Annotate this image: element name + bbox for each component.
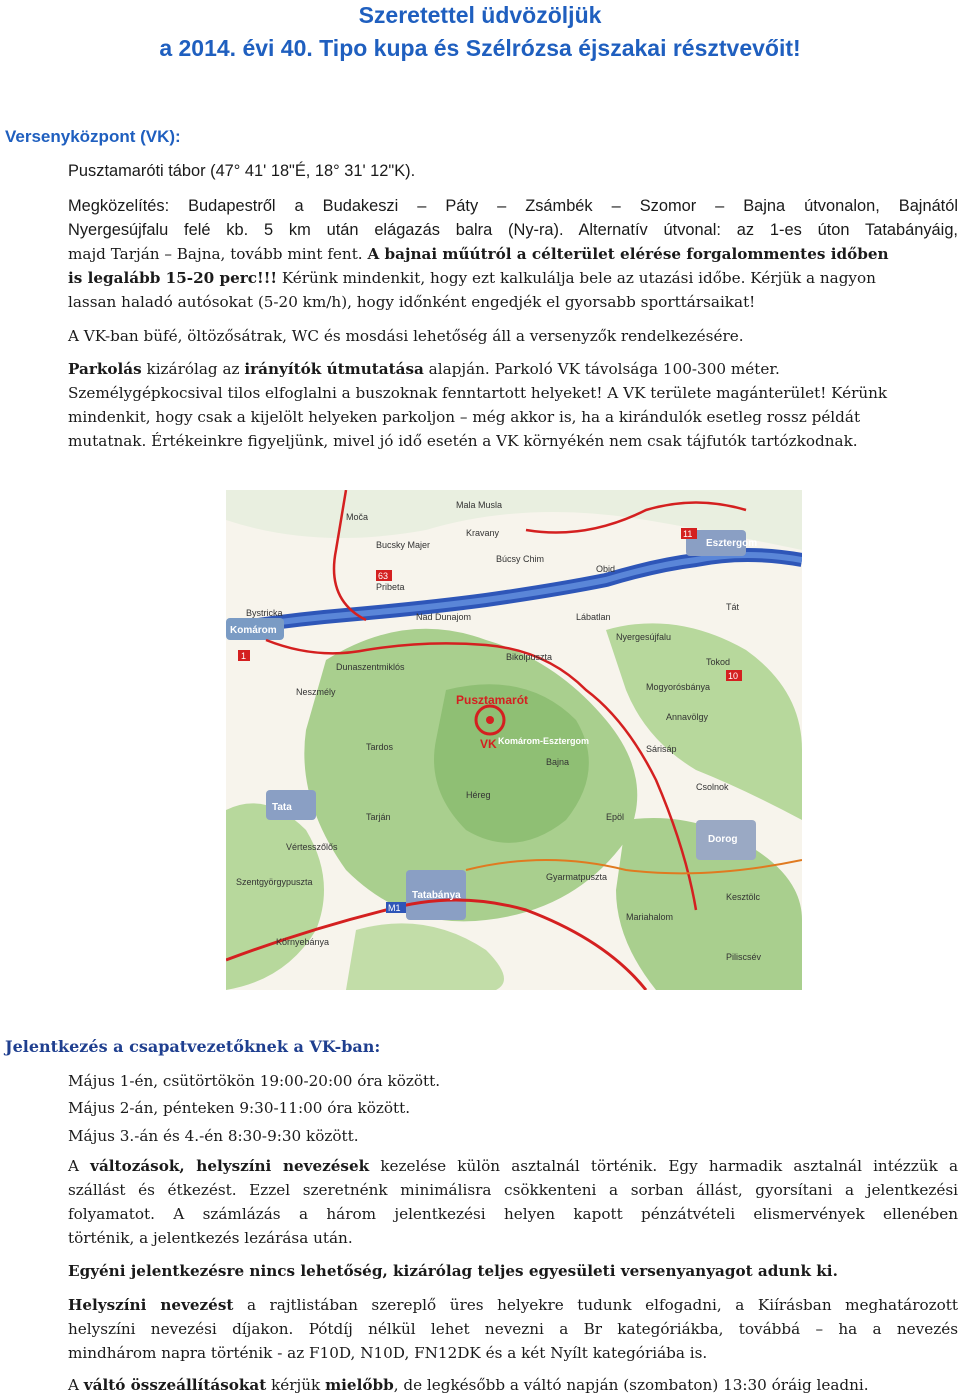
- registration-p3-line3: mindhárom napra történik - az F10D, N10D, FN12DK és a két Nyílt kategóriába is.: [68, 1344, 708, 1362]
- svg-text:M1: M1: [388, 903, 401, 913]
- svg-text:Tarján: Tarján: [366, 812, 391, 822]
- registration-p3-line1: [68, 1293, 958, 1317]
- svg-text:Tát: Tát: [726, 602, 740, 612]
- p4-bold2: mielőbb: [325, 1376, 394, 1394]
- registration-time-2: Május 2-án, pénteken 9:30-11:00 óra között.: [68, 1099, 411, 1117]
- svg-text:Kesztölc: Kesztölc: [726, 892, 761, 902]
- registration-time-3: Május 3.-án és 4.-én 8:30-9:30 között.: [68, 1127, 359, 1145]
- vk-approach-line3: [68, 242, 958, 266]
- svg-text:Dorog: Dorog: [708, 834, 738, 845]
- vk-traffic-note-rest2: Kérjük a nagyon: [745, 269, 876, 287]
- svg-text:Komárom-Esztergom: Komárom-Esztergom: [498, 736, 590, 746]
- svg-text:Bajna: Bajna: [546, 757, 570, 767]
- svg-text:Komárom: Komárom: [230, 625, 277, 636]
- svg-text:Lábatlan: Lábatlan: [576, 612, 611, 622]
- svg-text:10: 10: [728, 671, 739, 681]
- registration-time-1: Május 1-én, csütörtökön 19:00-20:00 óra között.: [68, 1072, 441, 1090]
- svg-text:Mala Musla: Mala Musla: [456, 500, 503, 510]
- vk-facilities: A VK-ban büfé, öltözősátrak, WC és mosdási lehetőség áll a versenyzők rendelkezésére.: [68, 327, 744, 345]
- svg-text:Annavölgy: Annavölgy: [666, 712, 709, 722]
- registration-p1-line3: folyamatot. A számlázás a három jelentkezési helyen kapott pénzátvételi elismervények ellenében: [68, 1205, 958, 1223]
- svg-text:Tokod: Tokod: [706, 657, 731, 667]
- parking-text1: kizárólag az: [141, 360, 245, 378]
- svg-text:Obid: Obid: [596, 564, 616, 574]
- svg-text:Héreg: Héreg: [466, 790, 491, 800]
- svg-text:Tardos: Tardos: [366, 742, 394, 752]
- svg-text:Búcsy Chim: Búcsy Chim: [496, 554, 545, 564]
- vk-approach-line3-text: majd Tarján – Bajna, tovább mint fent.: [68, 245, 363, 263]
- p2-bold: Egyéni jelentkezésre nincs lehetőség, kizárólag teljes egyesületi versenyanyagot adunk ki.: [68, 1262, 838, 1280]
- vk-heading: Versenyközpont (VK):: [5, 127, 181, 146]
- parking-bold2: irányítók útmutatása: [244, 360, 424, 378]
- registration-p1-line4: történik, a jelentkezés lezárása után.: [68, 1229, 353, 1247]
- svg-text:VK: VK: [480, 737, 497, 751]
- vk-traffic-note-rest: Kérünk mindenkit, hogy ezt kalkulálja bele az utazási időbe.: [277, 269, 746, 287]
- svg-text:Dunaszentmiklós: Dunaszentmiklós: [336, 662, 405, 672]
- registration-p1-line1: [68, 1154, 958, 1178]
- svg-text:1: 1: [241, 651, 247, 661]
- svg-text:Nyergesújfalu: Nyergesújfalu: [616, 632, 672, 642]
- vk-approach-line2: Nyergesújfalu felé kb. 5 km után elágazás balra (Ny-ra). Alternatív útvonal: az 1-es úton Tatabányáig,: [68, 221, 958, 239]
- registration-p2: [68, 1259, 958, 1283]
- parking-line3: mindenkit, hogy csak a kijelölt helyeken parkoljon – még akkor is, ha a kirándulók esetleg rossz példát: [68, 408, 861, 426]
- svg-text:Nad Dunajom: Nad Dunajom: [416, 612, 472, 622]
- parking-text2: alapján. Parkoló VK távolsága 100-300 méter.: [423, 360, 780, 378]
- svg-text:Esztergom: Esztergom: [706, 538, 758, 549]
- parking-line1: [68, 357, 958, 381]
- svg-text:Gyarmatpuszta: Gyarmatpuszta: [546, 872, 608, 882]
- svg-text:Környebánya: Környebánya: [276, 937, 330, 947]
- parking-line4: mutatnak. Értékeinkre figyeljünk, mivel jó idő esetén a VK környékén nem csak tájfutók tartózkodnak.: [68, 432, 858, 450]
- vk-traffic-note-a: A bajnai műútról a célterület elérése forgalommentes időben: [367, 245, 889, 263]
- vk-traffic-line3: lassan haladó autósokat (5-20 km/h), hogy időnként engedjék el gyorsabb sporttársaikat!: [68, 293, 756, 311]
- svg-text:Epöl: Epöl: [606, 812, 625, 822]
- svg-text:11: 11: [683, 529, 693, 539]
- registration-p4: [68, 1373, 958, 1397]
- area-map: [226, 490, 802, 990]
- svg-text:Vértesszőlős: Vértesszőlős: [286, 842, 338, 852]
- vk-location: Pusztamaróti tábor (47° 41' 18"É, 18° 31' 12"K).: [68, 162, 416, 180]
- parking-line2: Személygépkocsival tilos elfoglalni a buszoknak fenntartott helyeket! A VK területe magánterület! Kérünk: [68, 384, 888, 402]
- svg-text:Tata: Tata: [272, 802, 292, 813]
- p1-bold1: változások, helyszíni nevezések: [90, 1157, 370, 1175]
- p4-text1: A: [68, 1376, 84, 1394]
- svg-text:Kravany: Kravany: [466, 528, 500, 538]
- vk-traffic-note-b: is legalább 15-20 perc!!!: [68, 269, 278, 287]
- p4-bold1: váltó összeállításokat: [83, 1376, 267, 1394]
- p3-bold1: Helyszíni nevezést: [68, 1296, 234, 1314]
- registration-p1-line2: szállást és étkezést. Ezzel szeretnénk minimálisra csökkenteni a sorban állást, gyorsítani a jelentkezési: [68, 1181, 958, 1199]
- svg-text:Bikolpuszta: Bikolpuszta: [506, 652, 553, 662]
- svg-text:Piliscsév: Piliscsév: [726, 952, 762, 962]
- svg-text:Szentgyörgypuszta: Szentgyörgypuszta: [236, 877, 313, 887]
- svg-text:Bystricka: Bystricka: [246, 608, 283, 618]
- svg-text:Csolnok: Csolnok: [696, 782, 729, 792]
- svg-text:Pusztamarót: Pusztamarót: [456, 693, 529, 707]
- svg-text:Pribeta: Pribeta: [376, 582, 405, 592]
- p1-text2: kezelése külön asztalnál történik. Egy harmadik asztalnál intézzük a: [369, 1157, 959, 1175]
- svg-text:Bucsky Majer: Bucsky Majer: [376, 540, 431, 550]
- registration-heading: Jelentkezés a csapatvezetőknek a VK-ban:: [5, 1037, 381, 1056]
- svg-text:Tatabánya: Tatabánya: [412, 890, 461, 901]
- svg-text:63: 63: [378, 571, 389, 581]
- svg-text:Sárisáp: Sárisáp: [646, 744, 677, 754]
- svg-text:Mogyorósbánya: Mogyorósbánya: [646, 682, 711, 692]
- svg-text:Mariahalom: Mariahalom: [626, 912, 674, 922]
- p1-text1: A: [68, 1157, 91, 1175]
- svg-text:Neszmély: Neszmély: [296, 687, 336, 697]
- p3-text1: a rajtlistában szereplő üres helyekre tudunk elfogadni, a Kiírásban meghatározott: [233, 1296, 958, 1314]
- parking-bold1: Parkolás: [68, 360, 142, 378]
- svg-text:Moča: Moča: [346, 512, 369, 522]
- page-title-line1: Szeretettel üdvözöljük: [358, 2, 602, 28]
- p4-text2: kérjük: [266, 1376, 326, 1394]
- vk-traffic-line2: [68, 266, 958, 290]
- vk-approach-line1: Megközelítés: Budapestről a Budakeszi – Páty – Zsámbék – Szomor – Bajna útvonalon, Bajnától: [68, 197, 958, 215]
- p4-text3: , de legkésőbb a váltó napján (szombaton) 13:30 óráig leadni.: [393, 1376, 869, 1394]
- registration-p3-line2: helyszíni nevezési díjakon. Pótdíj nélkül lehet nevezni a Br kategóriákba, továbbá – ha a nevezés: [68, 1320, 958, 1338]
- page-title-line2: a 2014. évi 40. Tipo kupa és Szélrózsa éjszakai résztvevőit!: [159, 35, 801, 61]
